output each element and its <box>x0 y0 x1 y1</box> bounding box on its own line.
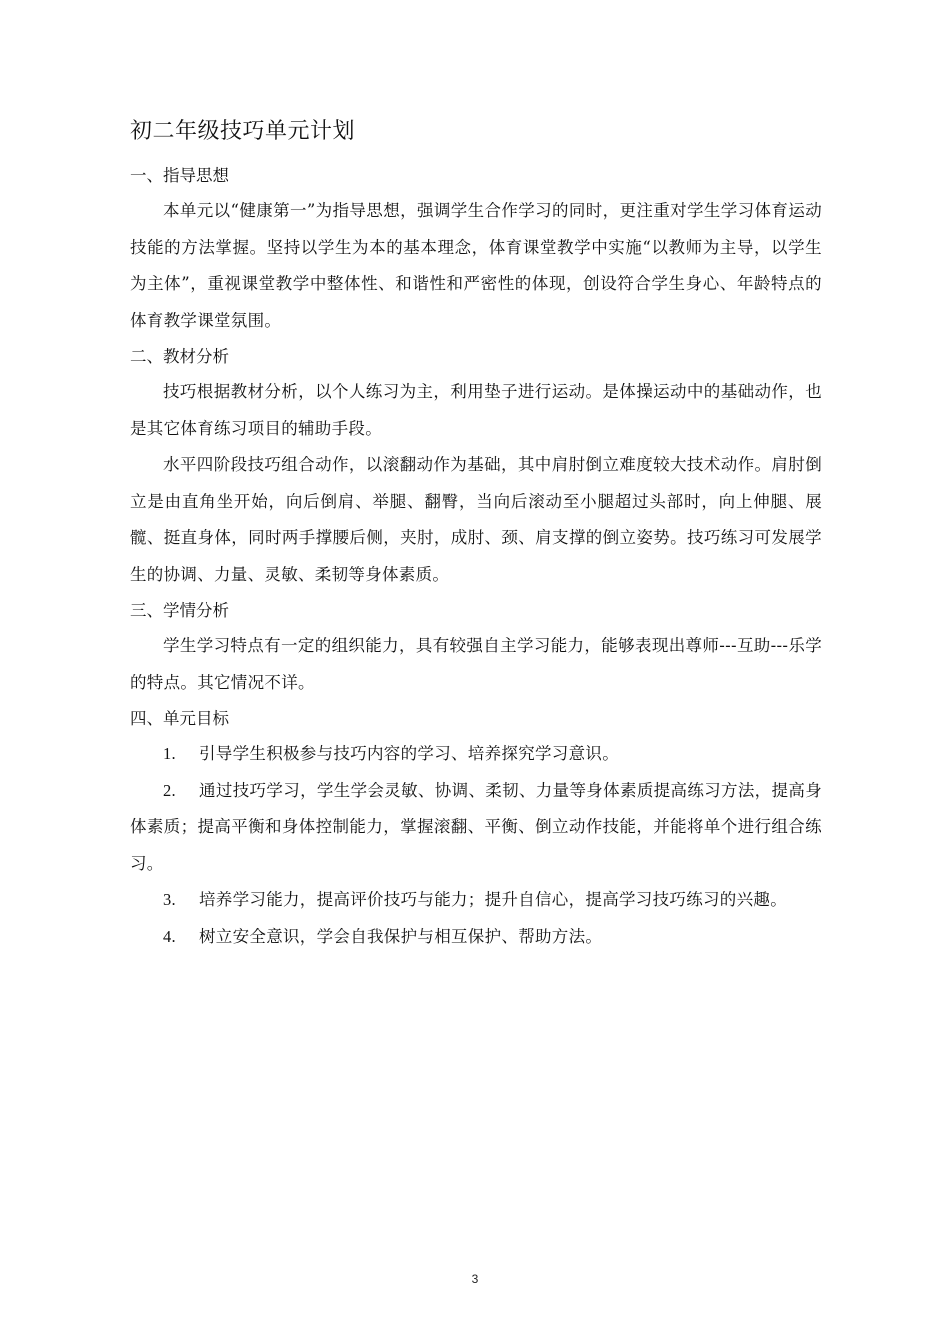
goal-number: 1. <box>163 744 176 763</box>
goal-item <box>130 773 822 883</box>
goal-item <box>130 882 822 919</box>
section-heading-learner-analysis: 三、学情分析 <box>130 601 229 620</box>
paragraph-guiding-thought: 本单元以“健康第一”为指导思想，强调学生合作学习的同时，更注重对学生学习体育运动技能的方法掌握。坚持以学生为本的基本理念，体育课堂教学中实施“以教师为主导，以学生为主体”，重视课堂教学中整体性、和谐性和严密性的体现，创设符合学生身心、年龄特点的体育教学课堂氛围。 <box>130 201 822 330</box>
page-title: 初二年级技巧单元计划 <box>130 119 356 144</box>
goal-text: 树立安全意识，学会自我保护与相互保护、帮助方法。 <box>199 926 603 946</box>
paragraph-learner-analysis: 学生学习特点有一定的组织能力，具有较强自主学习能力，能够表现出尊师---互助---乐学的特点。其它情况不详。 <box>130 636 822 692</box>
section-heading-unit-goals: 四、单元目标 <box>130 709 229 728</box>
goal-item <box>130 919 822 956</box>
paragraph-material-analysis-1: 技巧根据教材分析，以个人练习为主，利用垫子进行运动。是体操运动中的基础动作，也是其它体育练习项目的辅助手段。 <box>130 382 822 438</box>
section-heading-guiding-thought: 一、指导思想 <box>130 166 229 185</box>
goal-text: 通过技巧学习，学生学会灵敏、协调、柔韧、力量等身体素质提高练习方法，提高身体素质；提高平衡和身体控制能力，掌握滚翻、平衡、倒立动作技能，并能将单个进行组合练习。 <box>130 780 822 873</box>
page-number: 3 <box>471 1272 479 1286</box>
paragraph-material-analysis-2: 水平四阶段技巧组合动作，以滚翻动作为基础，其中肩肘倒立难度较大技术动作。肩肘倒立是由直角坐开始，向后倒肩、举腿、翻臀，当向后滚动至小腿超过头部时，向上伸腿、展髋、挺直身体，同时两手撑腰后侧，夹肘，成肘、颈、肩支撑的倒立姿势。技巧练习可发展学生的协调、力量、灵敏、柔韧等身体素质。 <box>130 455 822 584</box>
section-heading-material-analysis: 二、教材分析 <box>130 347 229 366</box>
goal-item <box>130 736 822 773</box>
goal-text: 引导学生积极参与技巧内容的学习、培养探究学习意识。 <box>199 744 619 763</box>
document-body <box>130 112 822 955</box>
goal-number: 2. <box>163 780 176 800</box>
goal-number: 3. <box>163 890 176 909</box>
goal-number: 4. <box>163 926 176 946</box>
goal-text: 培养学习能力，提高评价技巧与能力；提升自信心，提高学习技巧练习的兴趣。 <box>199 890 787 909</box>
